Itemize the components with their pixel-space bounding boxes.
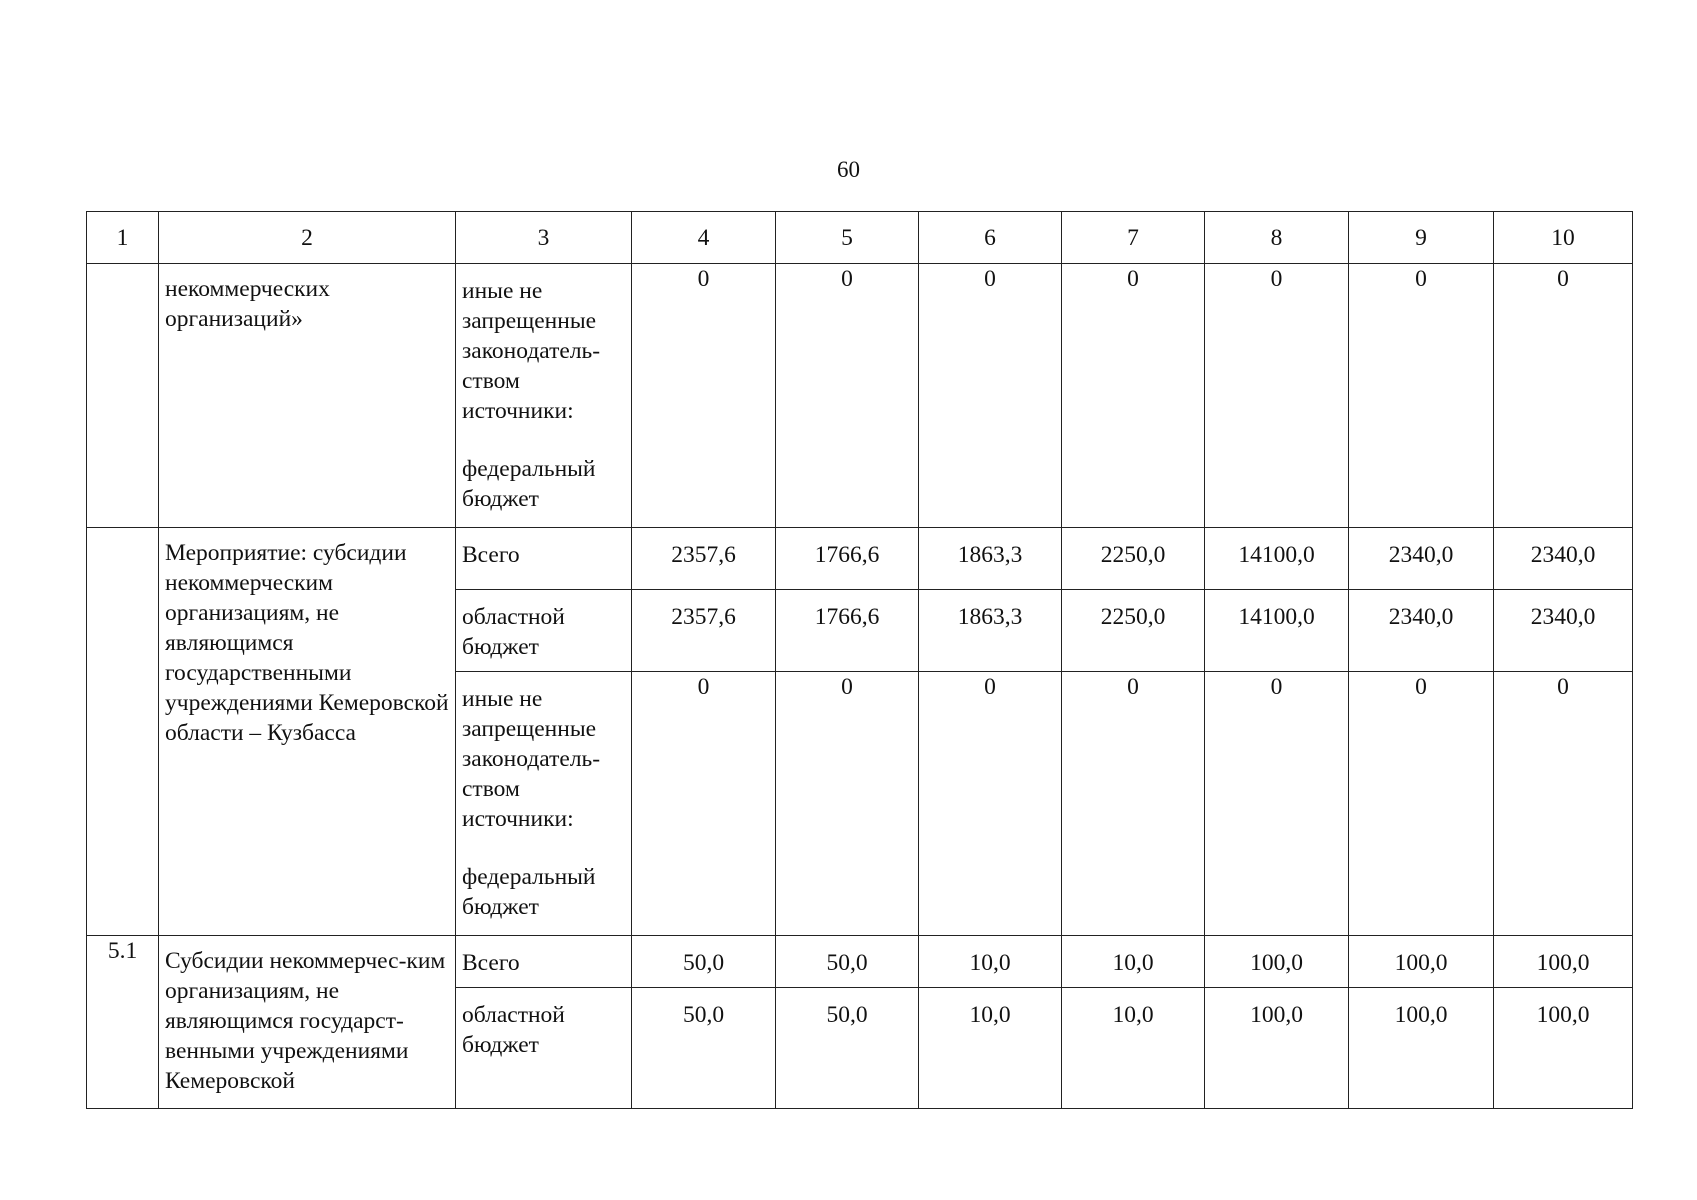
row-name: Мероприятие: субсидии некоммерческим организациям, не являющимся государственными учреждениями Кемеровской области – Кузбасса: [165, 540, 449, 746]
other-sources-label: иные не запрещенные законодатель-ством источники:: [462, 278, 601, 424]
column-header: 8: [1205, 212, 1349, 264]
value-cell: 2250,0: [1062, 590, 1205, 672]
row-code-cell: [87, 264, 159, 528]
value-cell: 10,0: [919, 936, 1062, 988]
value-cell: 1863,3: [919, 590, 1062, 672]
column-header: 6: [919, 212, 1062, 264]
value-cell: 0: [1205, 264, 1349, 528]
budget-table: [86, 211, 1633, 1109]
source-cell: [456, 590, 632, 672]
value-cell: 0: [1494, 264, 1633, 528]
value-cell: 0: [1062, 672, 1205, 936]
value-cell: 2340,0: [1349, 590, 1494, 672]
value-cell: 0: [919, 672, 1062, 936]
total-label: Всего: [462, 950, 520, 976]
value-cell: 100,0: [1494, 936, 1633, 988]
value-cell: 2340,0: [1349, 528, 1494, 590]
source-cell: [456, 988, 632, 1109]
value-cell: 1766,6: [776, 528, 919, 590]
row-name-cell: [159, 264, 456, 528]
value-cell: 50,0: [776, 936, 919, 988]
row-code-cell: 5.1: [87, 936, 159, 1109]
column-header-row: [87, 212, 1633, 264]
value-cell: 10,0: [1062, 988, 1205, 1109]
source-cell: [456, 528, 632, 590]
column-header: 5: [776, 212, 919, 264]
column-header: 9: [1349, 212, 1494, 264]
column-header: 3: [456, 212, 632, 264]
federal-budget-label: федеральный бюджет: [462, 864, 596, 920]
value-cell: 14100,0: [1205, 528, 1349, 590]
value-cell: 0: [776, 672, 919, 936]
value-cell: 0: [1494, 672, 1633, 936]
row-name-cell: [159, 936, 456, 1109]
value-cell: 0: [632, 264, 776, 528]
column-header: 4: [632, 212, 776, 264]
regional-budget-label: областной бюджет: [462, 604, 565, 660]
value-cell: 1766,6: [776, 590, 919, 672]
value-cell: 2357,6: [632, 528, 776, 590]
value-cell: 0: [1349, 264, 1494, 528]
source-cell: [456, 936, 632, 988]
table-row: [87, 264, 1633, 528]
row-name: некоммерческих организаций»: [165, 276, 330, 332]
value-cell: 0: [1205, 672, 1349, 936]
value-cell: 2340,0: [1494, 528, 1633, 590]
value-cell: 10,0: [919, 988, 1062, 1109]
value-cell: 100,0: [1349, 936, 1494, 988]
page-number: 60: [837, 157, 860, 182]
value-cell: 100,0: [1494, 988, 1633, 1109]
value-cell: 100,0: [1349, 988, 1494, 1109]
value-cell: 0: [776, 264, 919, 528]
federal-budget-label: федеральный бюджет: [462, 456, 596, 512]
value-cell: 50,0: [632, 988, 776, 1109]
row-code-cell: [87, 528, 159, 936]
table-row: [87, 528, 1633, 590]
column-header: 2: [159, 212, 456, 264]
value-cell: 2250,0: [1062, 528, 1205, 590]
column-header: 1: [87, 212, 159, 264]
row-name: Субсидии некоммерчес-ким организациям, не являющимся государст-венными учреждениями Кемеровской: [165, 948, 446, 1094]
row-name-cell: [159, 528, 456, 936]
regional-budget-label: областной бюджет: [462, 1002, 565, 1058]
total-label: Всего: [462, 542, 520, 568]
other-sources-label: иные не запрещенные законодатель-ством источники:: [462, 686, 601, 832]
value-cell: 0: [1062, 264, 1205, 528]
value-cell: 10,0: [1062, 936, 1205, 988]
source-cell: [456, 264, 632, 528]
value-cell: 2357,6: [632, 590, 776, 672]
value-cell: 100,0: [1205, 936, 1349, 988]
column-header: 10: [1494, 212, 1633, 264]
value-cell: 0: [919, 264, 1062, 528]
value-cell: 100,0: [1205, 988, 1349, 1109]
value-cell: 50,0: [776, 988, 919, 1109]
value-cell: 14100,0: [1205, 590, 1349, 672]
table-row: [87, 936, 1633, 988]
value-cell: 1863,3: [919, 528, 1062, 590]
value-cell: 0: [632, 672, 776, 936]
value-cell: 2340,0: [1494, 590, 1633, 672]
value-cell: 0: [1349, 672, 1494, 936]
value-cell: 50,0: [632, 936, 776, 988]
column-header: 7: [1062, 212, 1205, 264]
source-cell: [456, 672, 632, 936]
